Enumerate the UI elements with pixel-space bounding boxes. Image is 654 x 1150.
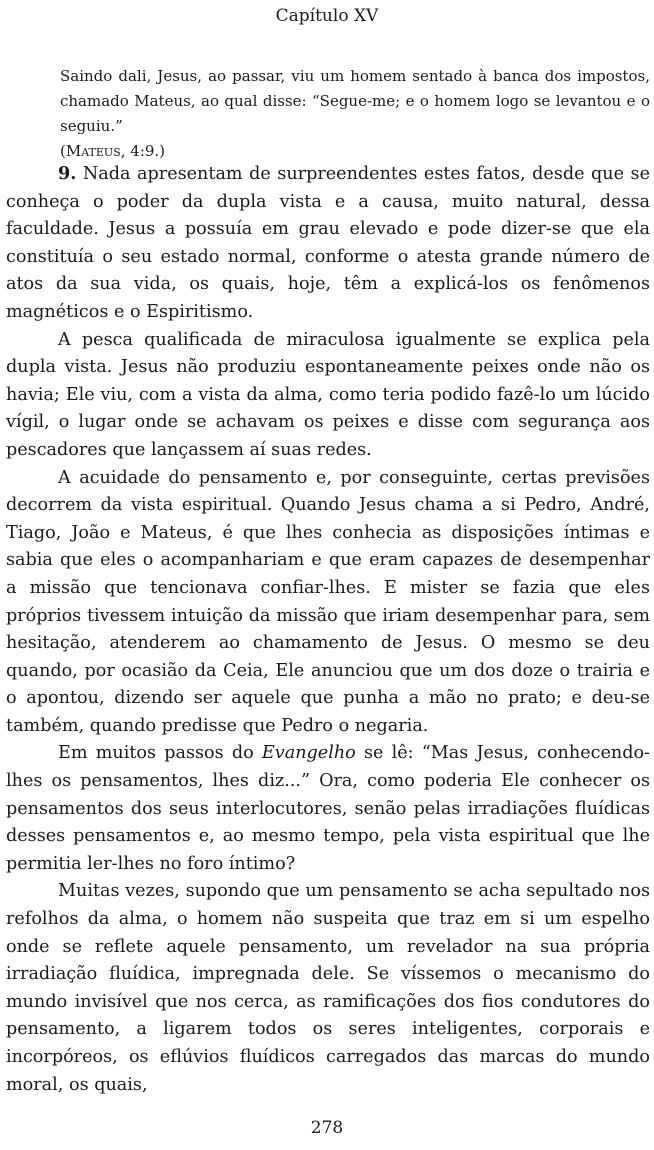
paragraph-mirror: Muitas vezes, supondo que um pensamento se acha sepultado nos refolhos da alma, o homem não suspeita que traz em si um espelho onde se reflete aquele pensamento, um revelador na sua própria irradiação fluídica, impregnada dele. Se víssemos o mecanismo do mundo invisível que nos cerca, as ramificações dos fios condutores do pensamento, a ligarem todos os seres inteligentes, corporais e incorpóreos, os eflúvios fluídicos carregados das marcas do mundo moral, os quais, — [6, 881, 650, 1095]
scripture-quote — [60, 64, 650, 164]
quote-citation-open: ( — [60, 142, 66, 160]
paragraph-gospel-before: Em muitos passos do — [58, 743, 262, 764]
paragraph-fishing: A pesca qualificada de miraculosa igualmente se explica pela dupla vista. Jesus não produziu espontaneamente peixes onde não os havia; Ele viu, com a vista da alma, como teria podido fazê-lo um lúcido vígil, o lugar onde se achavam os peixes e disse com segurança aos pescadores que lançassem aí suas redes. — [6, 329, 650, 460]
paragraph-gospel-after: se lê: “Mas Jesus, conhecendo-lhes os pensamentos, lhes diz...” Ora, como poderia Ele conhecer os pensamentos dos seus interlocutores, senão pelas irradiações fluídicas desses pensamentos e, ao mesmo tempo, pela vista espiritual que lhe permitia ler-lhes no foro íntimo? — [6, 743, 651, 874]
quote-text: Saindo dali, Jesus, ao passar, viu um homem sentado à banca dos impostos, chamado Mateus, ao qual disse: “Segue-me; e o homem logo se levantou e o seguiu.” — [60, 67, 650, 135]
quote-citation-ref: , 4:9.) — [120, 142, 166, 160]
page-number: 278 — [310, 1118, 344, 1138]
quote-citation-source: Mateus — [65, 142, 121, 160]
section-number: 9. — [58, 163, 77, 184]
paragraph-9 — [6, 160, 650, 327]
paragraph-9-text: Nada apresentam de surpreendentes estes fatos, desde que se conheça o poder da dupla vista e a causa, muito natural, dessa faculdade. Jesus a possuía em grau elevado e pode dizer-se que ela constituía o seu estado normal, conforme o atesta grande número de atos da sua vida, os quais, hoje, têm a explicá-los os fenômenos magnéticos e o Espiritismo. — [6, 164, 650, 322]
gospel-title: Evangelho — [261, 743, 356, 764]
paragraph-acuity: A acuidade do pensamento e, por conseguinte, certas previsões decorrem da vista espiritual. Quando Jesus chama a si Pedro, André, Tiago, João e Mateus, é que lhes conhecia as disposições íntimas e sabia que eles o acompanhariam e que eram capazes de desempenhar a missão que tencionava confiar-lhes. E mister se fazia que eles próprios tivessem intuição da missão que iriam desempenhar para, sem hesitação, atenderem ao chamamento de Jesus. O mesmo se deu quando, por ocasião da Ceia, Ele anunciou que um dos doze o trairia e o apontou, dizendo ser aquele que punha a mão no prato; e deu-se também, quando predisse que Pedro o negaria. — [6, 467, 650, 736]
body-text — [6, 160, 650, 1099]
paragraph-gospel — [6, 740, 650, 878]
running-header: Capítulo XV — [275, 6, 379, 26]
